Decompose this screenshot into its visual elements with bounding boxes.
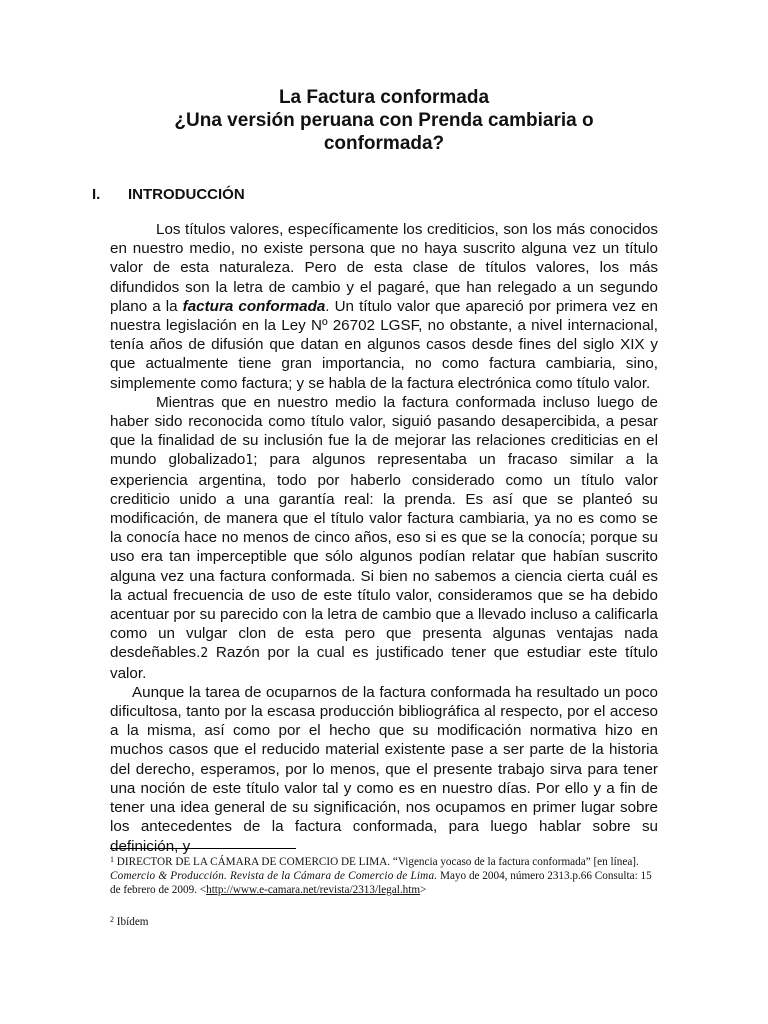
footnote-2 (110, 913, 658, 929)
footnotes (110, 853, 658, 929)
section-number: I. (92, 186, 101, 203)
footnote-ref-1: 1 (245, 453, 254, 469)
footnote-ref-2: 2 (200, 646, 209, 662)
paragraph-1 (110, 220, 658, 393)
footnote-2-text: Ibídem (114, 916, 149, 928)
paragraph-2-text-b: ; para algunos representaba un fracaso similar a la experiencia argentina, todo por haberlo considerado como un título valor crediticio unido a una garantía real: la prenda. Es así que se planteó su modificación, de manera que el título valor factura cambiaria, ya no es como se la conocía hace no menos de cinco años, eso si es que se la conocía; porque su uso era tan imperceptible que sólo algunos podían relatar que habían suscrito alguna vez una factura conformada. Si bien no sabemos a ciencia cierta cuál es la actual frecuencia de uso de este título valor, consideramos que se ha debido acentuar por su parecido con la letra de cambio que a llevado incluso a calificarla como un vulgar clon de esta pero que presenta algunas ventajas nada desdeñables. (110, 451, 659, 662)
footnote-1-text-b: Mayo de 2004, número 2313.p.66 Consulta: 15 de febrero de 2009. < (110, 870, 652, 896)
body-text (110, 220, 658, 856)
paragraph-1-text-a: Los títulos valores, específicamente los crediticios, son los más conocidos en nuestro medio, no existe persona que no haya suscrito alguna vez un título valor de esta naturaleza. Pero de esta clase de títulos valores, los más difundidos son la letra de cambio y el pagaré, que han relegado a un segundo plano a la (110, 221, 658, 315)
title-line-2: ¿Una versión peruana con Prenda cambiaria o (174, 110, 594, 131)
paragraph-2-text-a: Mientras que en nuestro medio la factura conformada incluso luego de haber sido reconocida como título valor, siguió pasando desapercibida, a pesar que la finalidad de su inclusión fue la de mejorar las relaciones crediticias en el mundo globalizado (110, 393, 658, 469)
paragraph-1-text-b: . Un título valor que apareció por primera vez en nuestra legislación en la Ley Nº 26702 LGSF, no obstante, a nivel internacional, tenía años de difusión que datan en algunos casos desde fines del siglo XIX y que actualmente tiene gran importancia, no como factura cambiaria, sino, simplemente como factura; y se habla de la factura electrónica como título valor. (110, 297, 658, 392)
paragraph-2-text-c: Razón por la cual es justificado tener que estudiar este título valor. (110, 644, 658, 682)
footnote-1 (110, 853, 658, 897)
paragraph-3: Aunque la tarea de ocuparnos de la factura conformada ha resultado un poco dificultosa, tanto por la escasa producción bibliográfica al respecto, por el acceso a la misma, así como por el hecho que su modificación normativa hizo en muchos casos que el reducido material existente pase a ser parte de la historia del derecho, esperamos, por lo menos, que el presente trabajo sirva para tener una noción de este título valor tal y como es en nuestro días. Por ello y a fin de tener una idea general de su significación, nos ocupamos en primer lugar sobre los antecedentes de la factura conformada, para luego hablar sobre su definición, y (110, 683, 658, 855)
paragraph-2 (110, 393, 658, 683)
title-line-1: La Factura conformada (278, 87, 490, 108)
footnote-separator (110, 848, 296, 849)
footnote-1-journal: Comercio & Producción. Revista de la Cámara de Comercio de Lima. (110, 870, 438, 882)
footnote-1-text-a: DIRECTOR DE LA CÁMARA DE COMERCIO DE LIMA. “Vigencia yocaso de la factura conformada” [en línea]. (114, 856, 639, 868)
title-line-3: conformada? (323, 133, 445, 154)
section-title: INTRODUCCIÓN (128, 186, 245, 203)
footnote-2-number: 2 (110, 915, 114, 924)
paragraph-1-emphasis: factura conformada (182, 297, 326, 315)
section-heading (92, 186, 245, 203)
document-title (110, 86, 658, 155)
footnote-1-text-c: > (420, 884, 427, 896)
footnote-1-link[interactable]: http://www.e-camara.net/revista/2313/legal.htm (206, 884, 421, 896)
footnote-1-number: 1 (110, 855, 114, 864)
